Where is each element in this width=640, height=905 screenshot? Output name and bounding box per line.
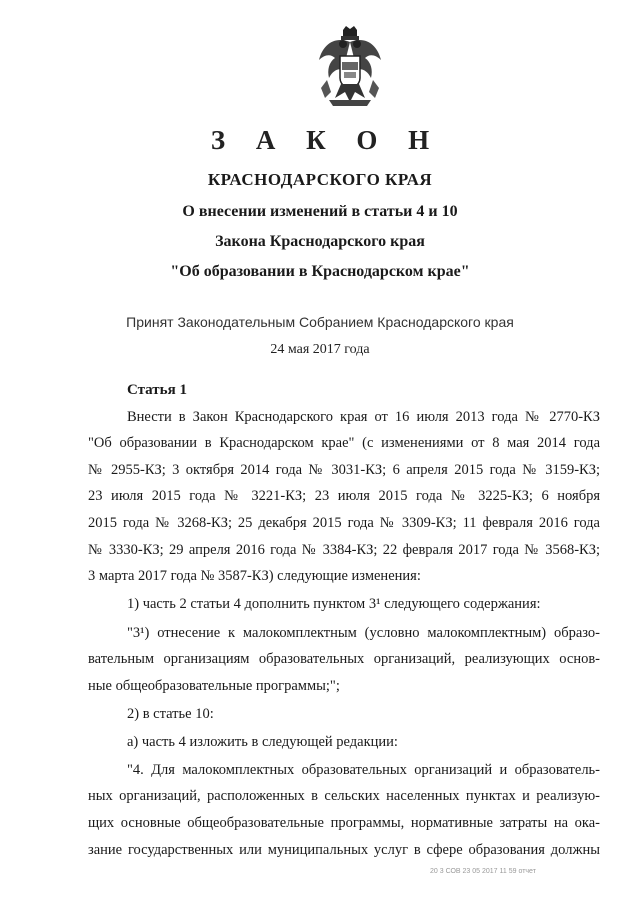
article-line: 2) в статье 10:	[127, 706, 214, 722]
article-line: Внести в Закон Краснодарского края от 16 июля 2013 года № 2770-КЗ	[127, 409, 600, 425]
article-line: № 2955-КЗ; 3 октября 2014 года № 3031-КЗ; 6 апреля 2015 года № 3159-КЗ;	[88, 462, 600, 478]
adopted-by: Принят Законодательным Собранием Краснодарского края	[126, 314, 514, 330]
document-title: З А К О Н	[210, 125, 442, 155]
article-heading: Статья 1	[127, 382, 187, 398]
article-line: ных организаций, расположенных в сельских населенных пунктах и реализую-	[88, 788, 600, 804]
document-region: КРАСНОДАРСКОГО КРАЯ	[207, 170, 433, 189]
subtitle-line: О внесении изменений в статьи 4 и 10	[182, 203, 458, 220]
article-line: "3¹) отнесение к малокомплектным (условно малокомплектным) образо-	[127, 625, 600, 641]
adopted-date: 24 мая 2017 года	[270, 342, 370, 357]
article-line: 3 марта 2017 года № 3587-КЗ) следующие изменения:	[88, 568, 421, 584]
article-line: "Об образовании в Краснодарском крае" (с изменениями от 8 мая 2014 года	[88, 435, 600, 451]
article-line: ные общеобразовательные программы;";	[88, 678, 340, 694]
subtitle-line: Закона Краснодарского края	[215, 233, 425, 250]
article-line: "4. Для малокомплектных образовательных организаций и образователь-	[127, 762, 600, 778]
article-line: 2015 года № 3268-КЗ; 25 декабря 2015 года № 3309-КЗ; 11 февраля 2016 года	[88, 515, 600, 531]
subtitle-line: "Об образовании в Краснодарском крае"	[170, 263, 470, 280]
article-line: 23 июля 2015 года № 3221-КЗ; 23 июля 2015 года № 3225-КЗ; 6 ноября	[88, 488, 600, 504]
article-line: а) часть 4 изложить в следующей редакции:	[127, 734, 398, 750]
article-line: щих основные общеобразовательные программы, нормативные затраты на ока-	[88, 815, 600, 831]
article-line: зание государственных или муниципальных услуг в сфере образования должны	[88, 842, 600, 858]
coat-of-arms-icon	[315, 26, 385, 110]
article-line: вательным организациям образовательных организаций, реализующих основ-	[88, 651, 600, 667]
scan-stamp: 20 3 СОВ 23 05 2017 11 59 отчет	[430, 868, 536, 875]
article-line: № 3330-КЗ; 29 апреля 2016 года № 3384-КЗ; 22 февраля 2017 года № 3568-КЗ;	[88, 542, 600, 558]
article-line: 1) часть 2 статьи 4 дополнить пунктом 3¹ следующего содержания:	[127, 596, 541, 612]
